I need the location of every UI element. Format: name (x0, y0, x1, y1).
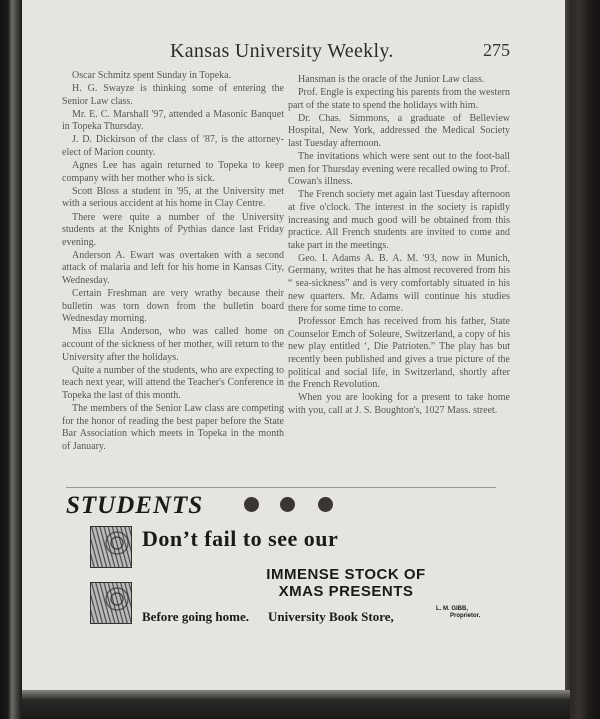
news-item: Anderson A. Ewart was overtaken with a second attack of malaria and left for his home in Kansas City, Wednesday. (62, 249, 284, 286)
news-item: Dr. Chas. Simmons, a graduate of Belleview Hospital, New York, addressed the Medical Society last Tuesday afternoon. (288, 112, 510, 149)
publication-title: Kansas University Weekly. (170, 40, 394, 62)
news-item: Prof. Engle is expecting his parents from the western part of the state to spend the holidays with him. (288, 87, 510, 111)
ad-stock-text (216, 566, 476, 600)
news-item: Miss Ella Anderson, who was called home on account of the sickness of her mother, will return to the University after the holidays. (62, 326, 284, 363)
news-item: Mr. E. C. Marshall '97, attended a Masonic Banquet in Topeka Thursday. (62, 108, 284, 133)
ad-line-2: IMMENSE STOCK OF (266, 566, 426, 583)
news-item: Professor Emch has received from his father, State Counselor Emch of Soleure, Switzerland, a copy of his new play entitled ‘, Die Patrioten.” The play has but recently been published and gives a true picture of the political and social life, in Switzerland, shortly after the French Revolution. (288, 316, 510, 391)
bullet-dot-icon (318, 497, 333, 512)
news-item: Hansman is the oracle of the Junior Law class. (298, 74, 485, 85)
news-item: The members of the Senior Law class are competing for the honor of reading the best paper before the State Bar Association which meets in Topeka in the month of January. (62, 402, 284, 452)
news-item: The invitations which were sent out to the foot-ball men for Thursday evening were recalled owing to Prof. Cowan's illness. (288, 151, 510, 188)
news-item: J. D. Dickirson of the class of '87, is the attorney-elect of Marion county. (62, 134, 284, 159)
news-item: Scott Bloss a student in '95, at the University met with a serious accident at his home in Clay Centre. (62, 185, 284, 210)
news-item: There were quite a number of the University students at the Knights of Pythias dance last Friday evening. (62, 211, 284, 248)
bullet-dot-icon (280, 497, 295, 512)
page-number: 275 (483, 40, 510, 60)
ad-line-1: Don’t fail to see our (142, 526, 339, 551)
ornament-icon (90, 526, 132, 568)
ad-line-3: XMAS PRESENTS (278, 583, 414, 600)
news-item: The French society met again last Tuesday afternoon at five o'clock. The interest in the society is rapidly increasing and much good will be obtained from this practice. All French students are invited to come and take part in the meetings. (288, 189, 510, 251)
book-left-edge (0, 0, 22, 719)
proprietor-title: Proprietor. (450, 613, 481, 619)
divider-rule (66, 487, 496, 488)
advertisement (66, 490, 516, 635)
news-item: Certain Freshman are very wrathy because their bulletin was torn down from the bulletin board Wednesday morning. (62, 288, 284, 325)
news-item: Oscar Schmitz spent Sunday in Topeka. (72, 70, 232, 81)
ad-headline: STUDENTS (66, 492, 204, 519)
right-column (288, 74, 510, 418)
ornament-icon (90, 582, 132, 624)
bullet-dot-icon (244, 497, 259, 512)
ad-line-4: Before going home. (142, 609, 249, 624)
page-bottom-edge (22, 690, 570, 719)
store-name: University Book Store, (268, 609, 394, 624)
news-item: Quite a number of the students, who are expecting to teach next year, will attend the Teacher's Conference in Topeka the last of this month. (62, 364, 284, 401)
news-item: Geo. I. Adams A. B. A. M. '93, now in Munich, Germany, writes that he has almost recovered from his “ sea-sickness” and is very comfortably situated in his new quarters. Mr. Adams will continue his studies there for some time to come. (288, 252, 510, 315)
proprietor-name: L. M. GIBB, (436, 606, 468, 612)
running-header (60, 40, 510, 64)
left-column (62, 70, 284, 454)
news-item: Agnes Lee has again returned to Topeka to keep company with her mother who is sick. (62, 160, 284, 184)
news-item: H. G. Swayze is thinking some of entering the Senior Law class. (62, 83, 284, 107)
news-item: When you are looking for a present to take home with you, call at J. S. Boughton's, 1027 Mass. street. (288, 392, 510, 416)
proprietor (436, 606, 480, 620)
book-binding (565, 0, 600, 719)
